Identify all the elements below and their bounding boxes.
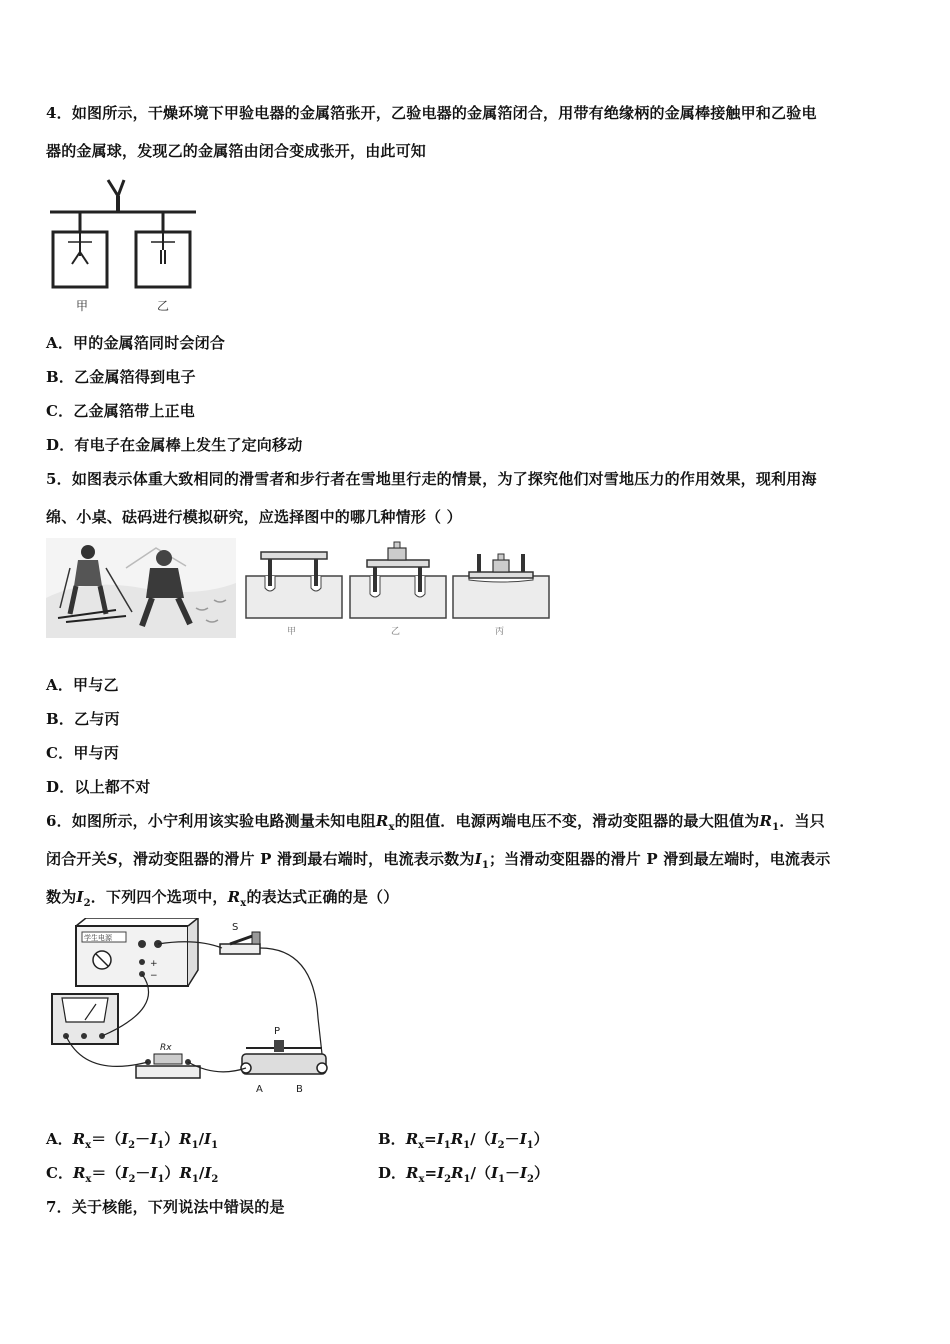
q6-circuit-figure xyxy=(46,918,336,1102)
q6-slider-label: P xyxy=(274,1026,281,1037)
q5-sponge-table-figure xyxy=(243,538,553,642)
q4-option-a: A．甲的金属箔同时会闭合 xyxy=(46,334,226,352)
q7-stem: 7．关于核能，下列说法中错误的是 xyxy=(46,1198,285,1216)
q6-stem-line1: 6．如图所示，小宁利用该实验电路测量未知电阻$R_x$的阻值．电源两端电压不变，滑动变阻器的最大阻值为$R_1$．当只 xyxy=(46,812,825,833)
q6-end-b-label: B xyxy=(296,1084,303,1095)
q5-option-b: B．乙与丙 xyxy=(46,710,120,728)
q4-electroscope-figure xyxy=(46,172,206,321)
q4-option-c: C．乙金属箔带上正电 xyxy=(46,402,195,420)
q4-fig-label-yi: 乙 xyxy=(157,299,170,313)
q6-stem-line2: 闭合开关S，滑动变阻器的滑片 P 滑到最右端时，电流表示数为$I_1$；当滑动变阻器的滑片 P 滑到最左端时，电流表示 xyxy=(46,850,831,871)
svg-text:−: − xyxy=(150,971,158,981)
q6-option-c: C．$R_x=(I_2-I_1)R_1/I_2$ xyxy=(46,1164,219,1185)
q5-fig-label-bing: 丙 xyxy=(495,627,505,637)
q4-fig-label-jia: 甲 xyxy=(76,299,89,313)
q5-fig-label-yi: 乙 xyxy=(391,627,401,637)
q4-option-d: D．有电子在金属棒上发生了定向移动 xyxy=(46,436,303,454)
q5-option-a: A．甲与乙 xyxy=(46,676,119,694)
q6-end-a-label: A xyxy=(256,1084,263,1095)
q5-option-c: C．甲与丙 xyxy=(46,744,119,762)
q4-stem-line2: 器的金属球，发现乙的金属箔由闭合变成张开，由此可知 xyxy=(46,142,427,160)
q4-stem-line1: 4．如图所示，干燥环境下甲验电器的金属箔张开，乙验电器的金属箔闭合，用带有绝缘柄的金属棒接触甲和乙验电 xyxy=(46,104,817,122)
q6-option-d: D．$R_x=I_2R_1/(I_1-I_2)$ xyxy=(378,1164,549,1185)
q4-option-b: B．乙金属箔得到电子 xyxy=(46,368,196,386)
q5-stem-line2: 绵、小桌、砝码进行模拟研究，应选择图中的哪几种情形（ ） xyxy=(46,508,462,526)
q5-fig-label-jia: 甲 xyxy=(287,627,297,637)
q6-option-a: A．$R_x=(I_2-I_1)R_1/I_1$ xyxy=(46,1130,219,1151)
q5-skier-walker-photo xyxy=(46,538,236,642)
q5-stem-line1: 5．如图表示体重大致相同的滑雪者和步行者在雪地里行走的情景，为了探究他们对雪地压力的作用效果，现利用海 xyxy=(46,470,817,488)
q6-switch-label: S xyxy=(232,922,239,933)
q5-option-d: D．以上都不对 xyxy=(46,778,151,796)
q6-stem-line3: 数为$I_2$．下列四个选项中，$R_x$的表达式正确的是（） xyxy=(46,888,399,909)
q6-supply-label: 学生电源 xyxy=(84,934,112,942)
q6-option-b: B．$R_x=I_1R_1/(I_2-I_1)$ xyxy=(378,1130,549,1151)
svg-text:+: + xyxy=(150,959,158,969)
q6-rx-label: Rx xyxy=(160,1043,172,1053)
